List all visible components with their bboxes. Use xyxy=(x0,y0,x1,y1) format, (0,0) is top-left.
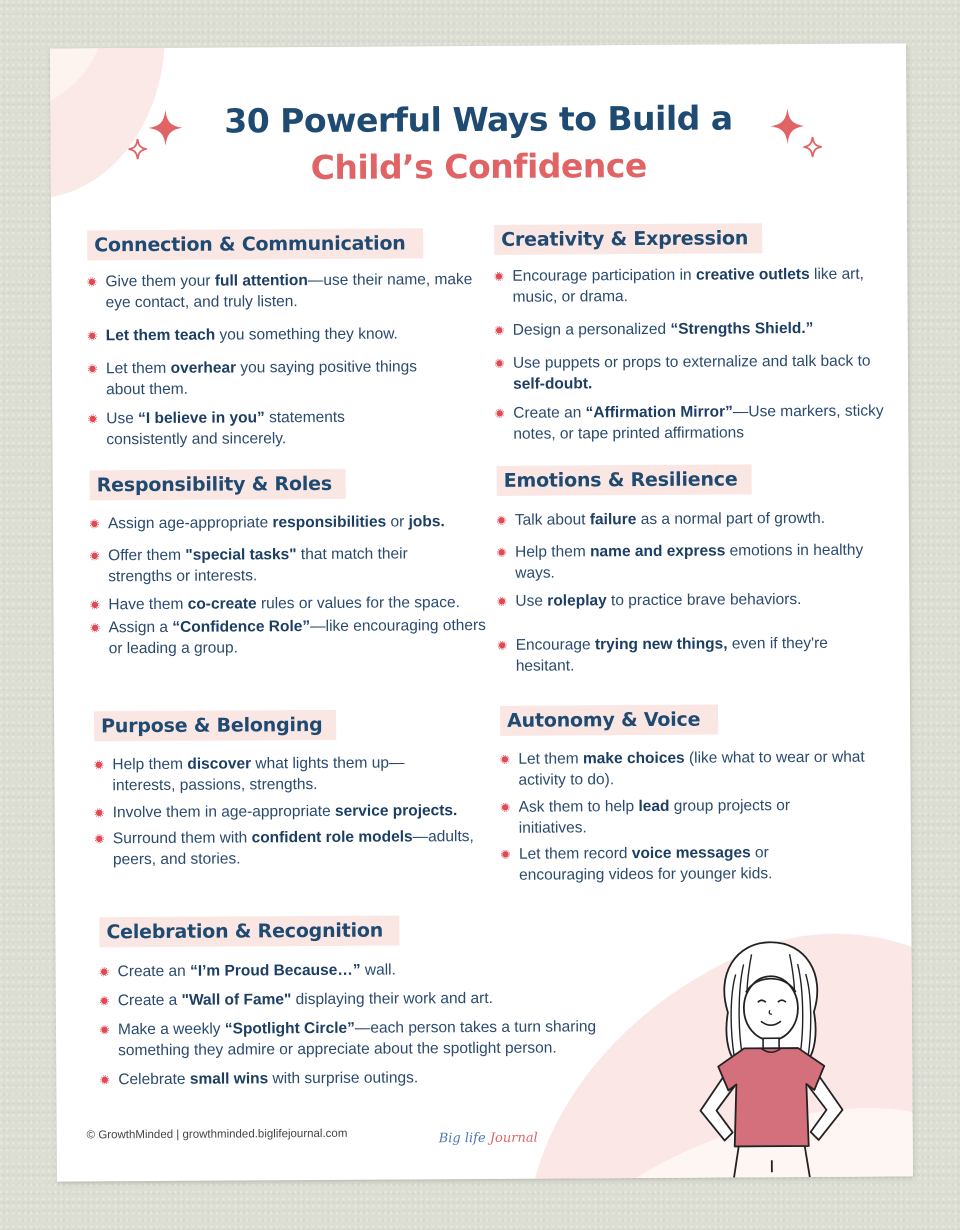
item-text-post: —like encouraging others or leading a group. xyxy=(108,616,486,658)
item-text-post: with surprise outings. xyxy=(268,1069,419,1088)
item-text-bold: “Affirmation Mirror” xyxy=(585,403,733,422)
item-text-bold: “Spotlight Circle” xyxy=(224,1019,355,1038)
item-text-bold: confident role models xyxy=(251,828,413,847)
item-text-bold: “I believe in you” xyxy=(138,409,265,428)
item-text-bold: lead xyxy=(638,797,670,816)
section-heading: Creativity & Expression xyxy=(494,223,762,255)
starburst-bullet-icon xyxy=(88,364,97,373)
item-text-post: —adults, peers, and stories. xyxy=(112,828,474,869)
section-heading: Celebration & Recognition xyxy=(99,915,399,947)
item-list xyxy=(500,746,901,885)
item-text-bold: co-create xyxy=(187,595,257,613)
starburst-bullet-icon xyxy=(495,409,504,418)
item-text-post: emotions in healthy ways. xyxy=(515,541,864,582)
title-line-1: 30 Powerful Ways to Build a xyxy=(224,98,733,141)
brand-logo-part1: Big life xyxy=(438,1130,486,1147)
item-text-post: displaying their work and art. xyxy=(291,989,493,1009)
footer-copyright: © GrowthMinded | growthminded.biglifejournal.com xyxy=(86,1127,348,1142)
item-text-bold: creative outlets xyxy=(695,265,810,284)
starburst-bullet-icon xyxy=(100,1025,109,1034)
section-celebration xyxy=(99,914,680,1091)
item-text-pre: Help them xyxy=(112,755,188,774)
section-responsibility xyxy=(90,468,491,659)
item-text-pre: Create an xyxy=(117,962,191,981)
title-line-2: Child’s Confidence xyxy=(310,145,647,188)
starburst-bullet-icon xyxy=(495,326,504,335)
item-text-pre: Let them record xyxy=(518,845,632,863)
list-item xyxy=(100,1066,680,1091)
list-item xyxy=(497,540,875,584)
item-text-pre: Help them xyxy=(515,543,591,561)
item-text-bold: small wins xyxy=(189,1070,269,1088)
list-item xyxy=(494,264,872,308)
item-text-post: or encouraging videos for younger kids. xyxy=(519,844,773,884)
item-text-post: to practice brave behaviors. xyxy=(606,591,802,610)
girl-hands-on-hips-illustration xyxy=(685,934,857,1182)
item-text-bold-2: jobs. xyxy=(408,513,445,531)
item-text-bold: make choices xyxy=(582,749,685,768)
item-list xyxy=(494,263,895,444)
section-heading: Purpose & Belonging xyxy=(94,710,337,741)
item-text-post: —use their name, make eye contact, and truly listen. xyxy=(105,271,473,312)
starburst-bullet-icon xyxy=(91,623,100,632)
starburst-bullet-icon xyxy=(100,967,109,976)
starburst-bullet-icon xyxy=(100,996,109,1005)
item-text-pre: Create an xyxy=(513,404,586,422)
item-text-post: —Use markers, sticky notes, or tape printed affirmations xyxy=(513,402,884,443)
item-text-pre: Design a personalized xyxy=(512,320,671,339)
item-text-bold: service projects. xyxy=(334,802,458,820)
item-text-pre: Assign a xyxy=(108,618,173,637)
item-text-bold: “Strengths Shield.” xyxy=(670,319,814,338)
item-text-post: —each person takes a turn sharing something they admire or appreciate about the spotlight person. xyxy=(118,1018,597,1060)
starburst-bullet-icon xyxy=(100,1075,109,1084)
list-item xyxy=(88,356,426,400)
item-text-post: even if they're hesitant. xyxy=(515,634,828,675)
starburst-bullet-icon xyxy=(90,519,99,528)
item-text-bold: overhear xyxy=(170,359,237,377)
list-item xyxy=(95,800,458,823)
starburst-bullet-icon xyxy=(87,277,96,286)
list-item xyxy=(501,795,859,839)
list-item xyxy=(100,958,680,983)
page-title xyxy=(50,95,907,194)
list-item xyxy=(87,269,487,313)
item-text-pre: Encourage xyxy=(515,636,595,654)
item-text-pre: Surround them with xyxy=(112,829,252,848)
item-text-post: group projects or initiatives. xyxy=(518,797,791,837)
item-text-bold: failure xyxy=(589,511,637,529)
starburst-bullet-icon xyxy=(501,850,510,859)
item-text-bold: “Confidence Role” xyxy=(172,618,311,636)
starburst-bullet-icon xyxy=(90,551,99,560)
starburst-bullet-icon xyxy=(495,359,504,368)
item-text-bold: “I’m Proud Because…” xyxy=(189,961,361,980)
item-text-pre: Make a weekly xyxy=(117,1020,225,1039)
item-text-post: like art, music, or drama. xyxy=(512,265,864,306)
starburst-bullet-icon xyxy=(494,272,503,281)
item-text-pre: Let them xyxy=(105,359,171,378)
starburst-bullet-icon xyxy=(95,834,104,843)
list-item xyxy=(94,752,457,796)
brand-logo xyxy=(439,1131,538,1147)
item-text-pre: Celebrate xyxy=(118,1070,190,1089)
starburst-bullet-icon xyxy=(88,414,97,423)
item-text-pre: Let them xyxy=(518,750,584,768)
item-text-post: wall. xyxy=(360,961,396,979)
item-text-bold: "special tasks" xyxy=(185,546,297,564)
starburst-bullet-icon xyxy=(497,597,506,606)
item-text-pre: Use puppets or props to externalize and talk back to xyxy=(512,352,871,372)
item-text-post: you something they know. xyxy=(215,325,398,344)
list-item xyxy=(495,400,903,444)
item-text-post: statements consistently and sincerely. xyxy=(106,408,345,449)
starburst-bullet-icon xyxy=(497,516,506,525)
item-list xyxy=(90,511,491,659)
list-item xyxy=(90,592,478,615)
item-text-pre: Encourage participation in xyxy=(512,266,697,285)
starburst-bullet-icon xyxy=(500,755,509,764)
starburst-bullet-icon xyxy=(95,808,104,817)
item-text-pre: Assign age-appropriate xyxy=(107,514,273,533)
list-item xyxy=(100,987,680,1012)
list-item xyxy=(88,406,406,450)
item-text-bold: self-doubt. xyxy=(513,375,593,393)
item-text-pre: Have them xyxy=(108,595,188,614)
section-heading: Emotions & Resilience xyxy=(497,464,752,496)
list-item xyxy=(90,615,498,659)
starburst-bullet-icon xyxy=(498,641,507,650)
section-autonomy xyxy=(500,703,901,885)
list-item xyxy=(497,588,897,611)
section-heading: Responsibility & Roles xyxy=(90,469,346,501)
item-text-bold: name and express xyxy=(589,542,726,561)
item-text-pre: Involve them in age-appropriate xyxy=(112,802,336,822)
list-item xyxy=(100,1016,663,1061)
section-creativity xyxy=(494,222,895,444)
item-text-post: rules or values for the space. xyxy=(256,594,460,613)
item-list xyxy=(497,507,898,676)
starburst-bullet-icon xyxy=(501,803,510,812)
starburst-bullet-icon xyxy=(88,331,97,340)
handout-paper xyxy=(50,43,913,1181)
item-text-pre: Talk about xyxy=(514,511,590,529)
item-text-post: that match their strengths or interests. xyxy=(108,545,408,586)
section-connection xyxy=(87,228,488,450)
item-text-bold: trying new things, xyxy=(594,635,728,654)
list-item xyxy=(497,507,897,530)
item-text-bold: voice messages xyxy=(631,844,751,863)
item-list xyxy=(100,958,681,1091)
item-text-pre: Offer them xyxy=(108,546,186,565)
item-text-pre: Use xyxy=(515,592,548,610)
list-item xyxy=(90,511,490,534)
brand-logo-part2: Journal xyxy=(489,1130,538,1146)
item-text-pre: Give them your xyxy=(105,272,215,291)
list-item xyxy=(95,826,483,870)
list-item xyxy=(500,747,888,791)
section-purpose xyxy=(94,709,495,870)
item-text-post: as a normal part of growth. xyxy=(636,509,826,529)
item-text-post: you saying positive things about them. xyxy=(106,358,418,399)
starburst-bullet-icon xyxy=(497,548,506,557)
item-text-bold: discover xyxy=(187,755,252,773)
item-text-pre: Ask them to help xyxy=(518,798,639,816)
section-heading: Connection & Communication xyxy=(87,228,424,260)
starburst-bullet-icon xyxy=(94,760,103,769)
item-text-post: or xyxy=(386,513,409,531)
item-text-bold: Let them teach xyxy=(105,326,216,345)
item-text-post: (like what to wear or what activity to do). xyxy=(518,748,865,789)
section-emotions xyxy=(497,463,898,676)
item-text-post: what lights them up—interests, passions, strengths. xyxy=(112,754,405,795)
item-text-bold: roleplay xyxy=(547,592,607,610)
list-item xyxy=(495,317,895,340)
list-item xyxy=(495,351,883,395)
item-text-bold: "Wall of Fame" xyxy=(181,991,292,1009)
item-list xyxy=(87,269,488,450)
list-item xyxy=(501,842,839,886)
list-item xyxy=(498,633,836,677)
section-heading: Autonomy & Voice xyxy=(500,705,718,736)
item-text-bold: full attention xyxy=(214,272,308,290)
item-text-pre: Create a xyxy=(117,991,182,1010)
list-item xyxy=(90,543,468,587)
item-text-pre: Use xyxy=(106,410,139,428)
item-list xyxy=(94,752,495,870)
starburst-bullet-icon xyxy=(90,600,99,609)
item-text-bold: responsibilities xyxy=(272,513,387,532)
list-item xyxy=(88,323,488,346)
